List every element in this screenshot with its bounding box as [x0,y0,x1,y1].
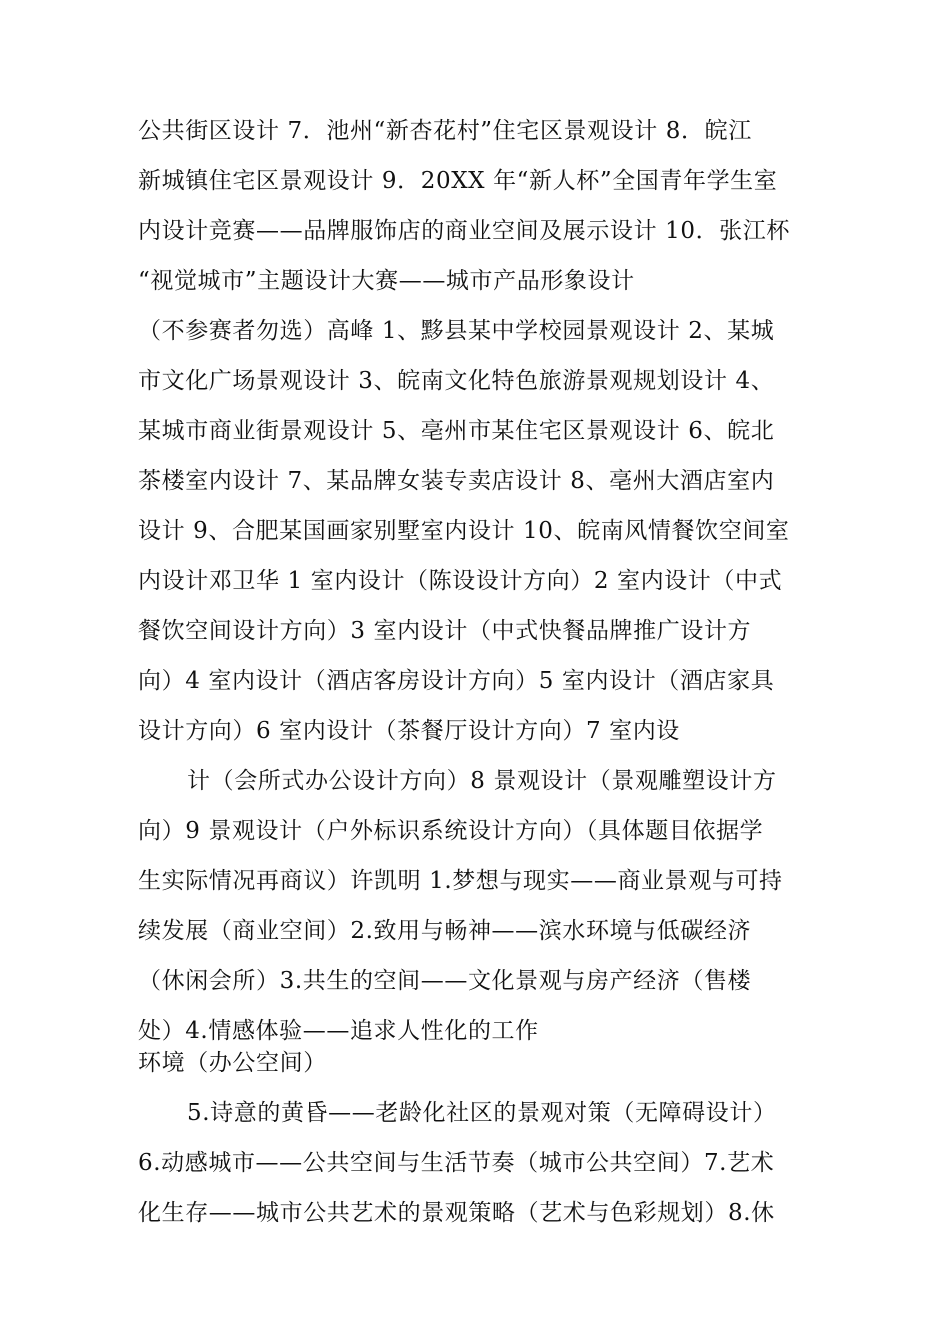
text-line: 6.动感城市——公共空间与生活节奏（城市公共空间）7.艺术 [138,1150,775,1176]
text-line: 化生存——城市公共艺术的景观策略（艺术与色彩规划）8.休 [138,1200,775,1226]
text-line: 计（会所式办公设计方向）8 景观设计（景观雕塑设计方 [187,768,777,794]
text-line: 内设计竞赛——品牌服饰店的商业空间及展示设计 10．张江杯 [138,218,790,244]
text-line: 餐饮空间设计方向）3 室内设计（中式快餐品牌推广设计方 [138,618,752,644]
text-line: 公共街区设计 7．池州“新杏花村”住宅区景观设计 8．皖江 [138,118,752,144]
text-line: 茶楼室内设计 7、某品牌女装专卖店设计 8、亳州大酒店室内 [138,468,775,494]
text-line: 向）4 室内设计（酒店客房设计方向）5 室内设计（酒店家具 [138,668,775,694]
text-line: （休闲会所）3.共生的空间——文化景观与房产经济（售楼 [138,968,752,994]
text-line: （不参赛者勿选）高峰 1、黟县某中学校园景观设计 2、某城 [138,318,775,344]
text-line: 5.诗意的黄昏——老龄化社区的景观对策（无障碍设计） [187,1100,777,1126]
text-line: 续发展（商业空间）2.致用与畅神——滨水环境与低碳经济 [138,918,752,944]
text-line: 市文化广场景观设计 3、皖南文化特色旅游景观规划设计 4、 [138,368,775,394]
text-line: 处）4.情感体验——追求人性化的工作 [138,1018,539,1044]
text-line: 向）9 景观设计（户外标识系统设计方向）（具体题目依据学 [138,818,764,844]
text-line: 某城市商业街景观设计 5、亳州市某住宅区景观设计 6、皖北 [138,418,775,444]
text-line: 环境（办公空间） [138,1050,327,1076]
text-line: 新城镇住宅区景观设计 9．20XX 年“新人杯”全国青年学生室 [138,168,778,194]
text-line: 内设计邓卫华 1 室内设计（陈设设计方向）2 室内设计（中式 [138,568,783,594]
text-line: 设计方向）6 室内设计（茶餐厅设计方向）7 室内设 [138,718,680,744]
text-line: “视觉城市”主题设计大赛——城市产品形象设计 [138,268,635,294]
text-line: 生实际情况再商议）许凯明 1.梦想与现实——商业景观与可持 [138,868,783,894]
text-line: 设计 9、合肥某国画家别墅室内设计 10、皖南风情餐饮空间室 [138,518,790,544]
